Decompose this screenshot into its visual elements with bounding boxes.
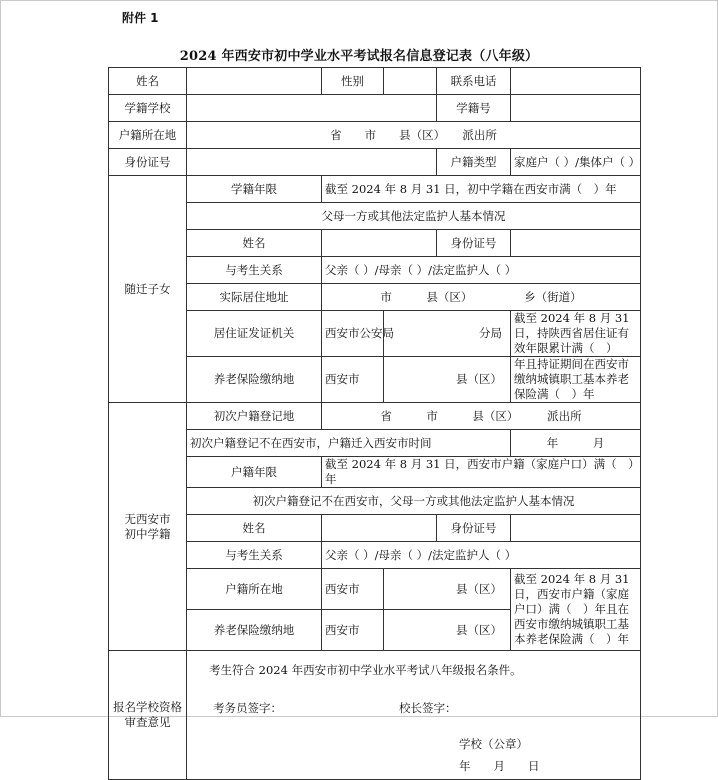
registration-form-table bbox=[108, 67, 641, 780]
phone-field[interactable] bbox=[511, 68, 641, 95]
migrant-permit-org[interactable]: 西安市公安局 bbox=[322, 311, 384, 357]
noxian-row-relation bbox=[109, 542, 641, 569]
migrant-pension-label: 养老保险缴纳地 bbox=[187, 357, 322, 403]
migrant-row-guardian-header bbox=[109, 203, 641, 230]
noxian-guardian-name-field[interactable] bbox=[322, 515, 437, 542]
noxian-row-first-reg bbox=[109, 403, 641, 430]
student-no-field[interactable] bbox=[511, 95, 641, 122]
migrant-years-label: 学籍年限 bbox=[187, 176, 322, 203]
migrant-row-pension bbox=[109, 357, 641, 403]
noxian-guardian-header: 初次户籍登记不在西安市，父母一方或其他法定监护人基本情况 bbox=[187, 488, 641, 515]
approval-date[interactable]: 年 月 日 bbox=[459, 759, 540, 773]
name-field[interactable] bbox=[187, 68, 322, 95]
noxian-guardian-id-label: 身份证号 bbox=[437, 515, 511, 542]
noxian-row-years bbox=[109, 457, 641, 488]
noxian-row-hukou bbox=[109, 569, 641, 610]
school-seal: 学校（公章） bbox=[459, 737, 528, 751]
noxian-hukou-label: 户籍所在地 bbox=[187, 569, 322, 610]
hukou-location-label: 户籍所在地 bbox=[109, 122, 187, 149]
migrant-guardian-id-field[interactable] bbox=[511, 230, 641, 257]
approval-row bbox=[109, 651, 641, 780]
hukou-type-label: 户籍类型 bbox=[437, 149, 511, 176]
noxian-years-text[interactable]: 截至 2024 年 8 月 31 日，西安市户籍（家庭户口）满（ ）年 bbox=[322, 457, 641, 488]
principal-signature[interactable]: 校长签字： bbox=[399, 701, 457, 715]
migrant-permit-note: 截至 2024 年 8 月 31 日，持陕西省居住证有效年限累计满（ ） bbox=[511, 311, 641, 357]
row-school bbox=[109, 95, 641, 122]
noxian-section-label-line2: 初中学籍 bbox=[124, 526, 171, 541]
noxian-relation-label: 与考生关系 bbox=[187, 542, 322, 569]
migrant-address-field[interactable]: 市 县（区） 乡（街道） bbox=[322, 284, 641, 311]
school-field[interactable] bbox=[187, 95, 437, 122]
migrant-permit-label: 居住证发证机关 bbox=[187, 311, 322, 357]
migrant-years-text[interactable]: 截至 2024 年 8 月 31 日，初中学籍在西安市满（ ）年 bbox=[322, 176, 641, 203]
form-title: 2024 年西安市初中学业水平考试报名信息登记表（八年级） bbox=[179, 49, 539, 64]
id-label: 身份证号 bbox=[109, 149, 187, 176]
migrant-row-permit bbox=[109, 311, 641, 357]
name-label: 姓名 bbox=[109, 68, 187, 95]
noxian-guardian-id-field[interactable] bbox=[511, 515, 641, 542]
approval-statement: 考生符合 2024 年西安市初中学业水平考试八年级报名条件。 bbox=[209, 663, 522, 677]
migrant-guardian-name-label: 姓名 bbox=[187, 230, 322, 257]
attachment-label: 附件 1 bbox=[122, 11, 159, 25]
noxian-row-guardian-name bbox=[109, 515, 641, 542]
hukou-location-field[interactable]: 省 市 县（区） 派出所 bbox=[187, 122, 641, 149]
row-hukou-location bbox=[109, 122, 641, 149]
migrant-address-label: 实际居住地址 bbox=[187, 284, 322, 311]
migrant-relation-label: 与考生关系 bbox=[187, 257, 322, 284]
noxian-move-label: 初次户籍登记不在西安市，户籍迁入西安市时间 bbox=[187, 430, 511, 457]
school-label: 学籍学校 bbox=[109, 95, 187, 122]
migrant-pension-district: 县（区） bbox=[384, 357, 511, 403]
row-name bbox=[109, 68, 641, 95]
noxian-guardian-name-label: 姓名 bbox=[187, 515, 322, 542]
noxian-note: 截至 2024 年 8 月 31 日，西安市户籍（家庭户口）满（ ）年且在西安市缴纳城镇职工基本养老保险满（ ）年 bbox=[511, 569, 641, 651]
officer-signature[interactable]: 考务员签字： bbox=[213, 701, 282, 715]
migrant-guardian-id-label: 身份证号 bbox=[437, 230, 511, 257]
approval-label: 报名学校资格审查意见 bbox=[109, 651, 187, 780]
noxian-pension-city[interactable]: 西安市 bbox=[322, 610, 384, 651]
noxian-first-reg-field[interactable]: 省 市 县（区） 派出所 bbox=[322, 403, 641, 430]
hukou-type-options[interactable]: 家庭户（ ）/集体户（ ） bbox=[511, 149, 641, 176]
gender-field[interactable] bbox=[384, 68, 437, 95]
noxian-move-field[interactable]: 年 月 bbox=[511, 430, 641, 457]
noxian-pension-label: 养老保险缴纳地 bbox=[187, 610, 322, 651]
id-field[interactable] bbox=[187, 149, 437, 176]
noxian-pension-district: 县（区） bbox=[384, 610, 511, 651]
migrant-guardian-header: 父母一方或其他法定监护人基本情况 bbox=[187, 203, 641, 230]
migrant-row-years bbox=[109, 176, 641, 203]
migrant-relation-options[interactable]: 父亲（ ）/母亲（ ）/法定监护人（ ） bbox=[322, 257, 641, 284]
migrant-row-address bbox=[109, 284, 641, 311]
row-id bbox=[109, 149, 641, 176]
migrant-row-relation bbox=[109, 257, 641, 284]
noxian-hukou-city[interactable]: 西安市 bbox=[322, 569, 384, 610]
migrant-section-label: 随迁子女 bbox=[109, 176, 187, 403]
noxian-section-label-line1: 无西安市 bbox=[124, 511, 171, 526]
student-no-label: 学籍号 bbox=[437, 95, 511, 122]
migrant-pension-note: 年且持证期间在西安市缴纳城镇职工基本养老保险满（ ）年 bbox=[511, 357, 641, 403]
gender-label: 性别 bbox=[322, 68, 384, 95]
migrant-pension-city[interactable]: 西安市 bbox=[322, 357, 384, 403]
noxian-first-reg-label: 初次户籍登记地 bbox=[187, 403, 322, 430]
noxian-hukou-district: 县（区） bbox=[384, 569, 511, 610]
phone-label: 联系电话 bbox=[437, 68, 511, 95]
noxian-row-guardian-header bbox=[109, 488, 641, 515]
migrant-row-guardian-name bbox=[109, 230, 641, 257]
migrant-permit-branch: 分局 bbox=[384, 311, 511, 357]
approval-content bbox=[187, 651, 641, 780]
noxian-relation-options[interactable]: 父亲（ ）/母亲（ ）/法定监护人（ ） bbox=[322, 542, 641, 569]
noxian-years-label: 户籍年限 bbox=[187, 457, 322, 488]
noxian-section-label bbox=[109, 403, 187, 651]
migrant-guardian-name-field[interactable] bbox=[322, 230, 437, 257]
noxian-row-move bbox=[109, 430, 641, 457]
